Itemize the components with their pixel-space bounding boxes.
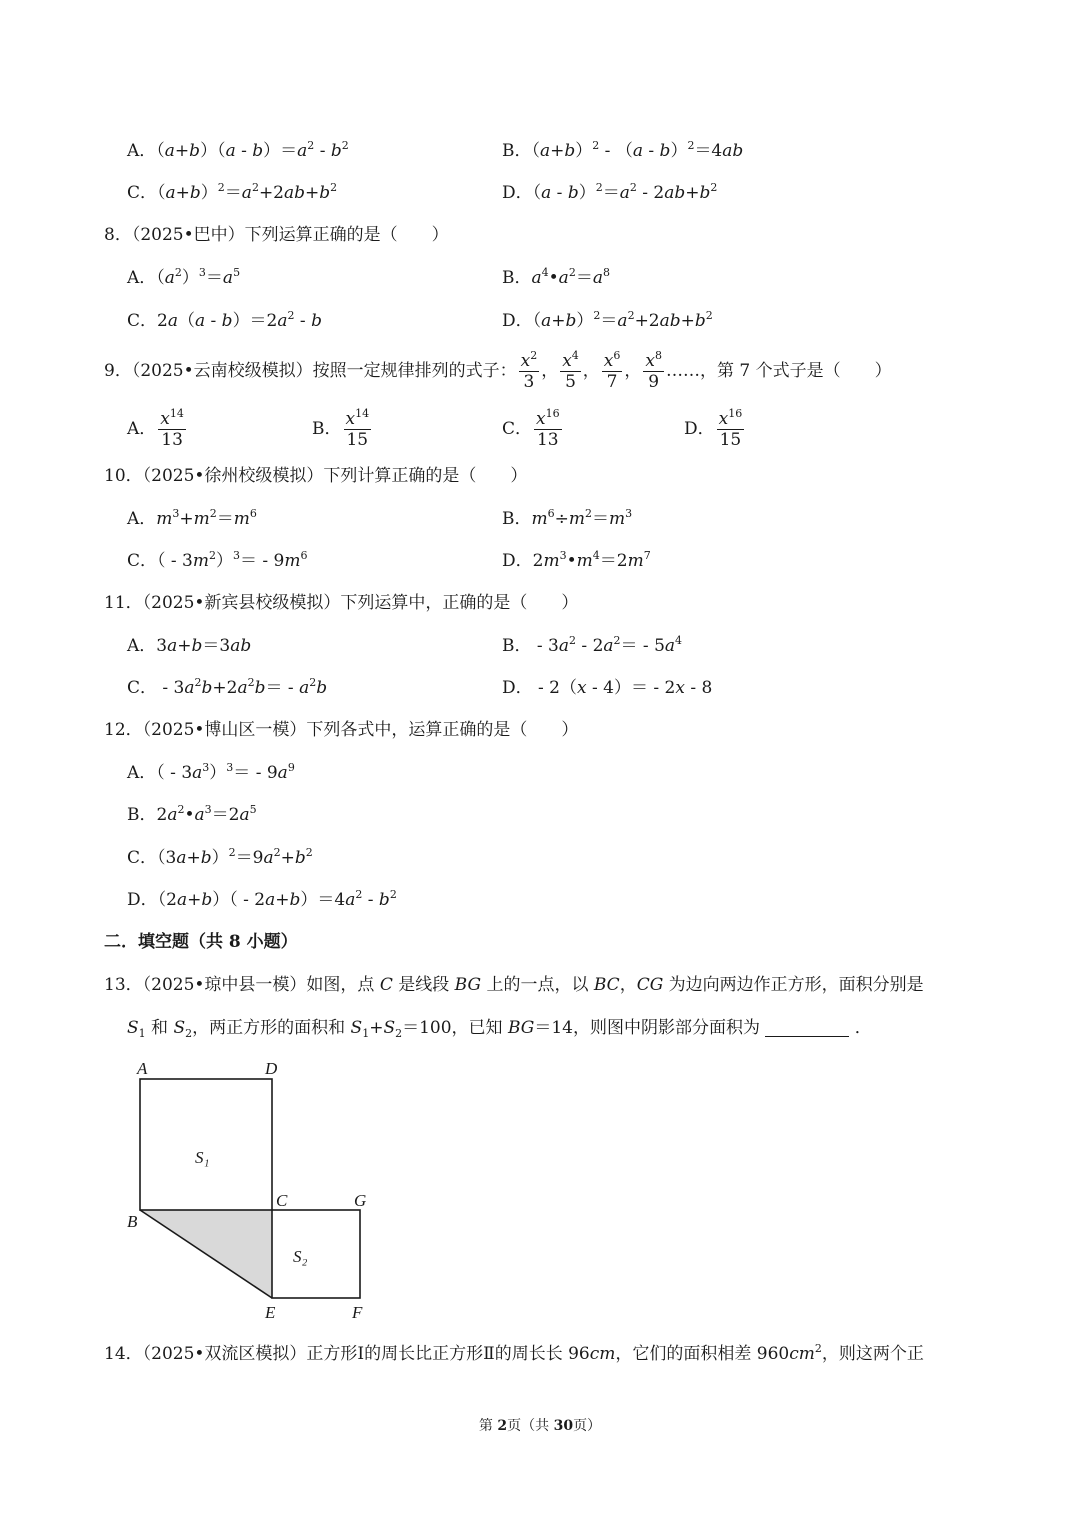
q11-option-a: A．3a+b＝3ab [127,636,252,656]
q9-stem-suffix: ……，第 7 个式子是（ ） [665,361,892,381]
label-a: A [137,1059,148,1078]
q7-option-c: C．$(a+b)^2=a^2+2ab+b^2$ [127,181,338,203]
q9-sequence-term-4: $\frac{x^8}{9}$ [645,349,662,392]
geometry-figure [120,1052,390,1324]
q11-option-d: D． - 2（x - 4）＝ - 2x - 8 [502,678,713,698]
q12-stem: 12．（2025•博山区一模）下列各式中，运算正确的是（ ） [104,720,579,740]
q9-option-d: D． $\frac{x^{16}}{15}$ [684,407,743,450]
q11-option-c: C． - $3a^2b+2a^2b= - a^2b$ [127,676,328,698]
q9-option-a: A． $\frac{x^{14}}{13}$ [127,407,184,450]
q10-option-d: D．$2m^3•m^4=2m^7$ [502,549,651,571]
q8-option-d: D．$(a+b)^2=a^2+2ab+b^2$ [502,309,713,331]
label-b: B [127,1212,138,1231]
q8-stem: 8．（2025•巴中）下列运算正确的是（ ） [104,225,449,245]
q8-option-a: A．$(a^2)^3=a^5$ [127,266,241,288]
q9-stem: 9．（2025•云南校级模拟）按照一定规律排列的式子： $\frac{x^2}{3}$ ， $\frac{x^4}{5}$ ， $\frac{x^6}{7}$ ， $\frac{x^8}{9}$ ……，第 7 个式子是（ ） [104,349,892,392]
q12-option-c: C．$(3a+b)^2=9a^2+b^2$ [127,846,313,868]
q11-option-b: B． - $3a^2 - 2a^2= - 5a^4$ [502,634,683,656]
q7-option-b: B．$(a+b)^2 - (a - b)^2=4ab$ [502,139,744,161]
label-s2: S₂ [293,1247,308,1266]
label-c: C [276,1191,288,1210]
label-s1: S₁ [195,1148,210,1167]
q10-option-a: A．$m^3+m^2=m^6$ [127,507,257,529]
label-e: E [265,1303,276,1322]
label-f: F [352,1303,363,1322]
q9-option-c: C． $\frac{x^{16}}{13}$ [502,407,560,450]
q13-line-1: 13．（2025•琼中县一模）如图，点 C 是线段 BG 上的一点，以 BC，CG 为边向两边作正方形，面积分别是 [104,975,924,995]
label-d: D [265,1059,278,1078]
q12-option-d: D．$(2a+b)( - 2a+b)=4a^2 - b^2$ [127,888,397,910]
page-footer: 第 2页（共 30页） [478,1418,602,1434]
q9-sequence-term-1: $\frac{x^2}{3}$ [520,349,538,392]
q10-option-b: B．$m^6\div m^2=m^3$ [502,507,633,529]
q9-stem-prefix: 9．（2025•云南校级模拟）按照一定规律排列的式子： [104,361,517,381]
label-g: G [354,1191,367,1210]
q13-line-2: $S_1$ 和 $S_2$，两正方形的面积和 $S_1+S_2=100$，已知 BG＝14，则图中阴影部分面积为 ． [127,1018,872,1040]
section-title: 二．填空题（共 8 小题） [104,932,298,952]
q12-option-a: A．（ - $3a^3)^3= - 9a^9$ [127,761,295,783]
q11-stem: 11．（2025•新宾县校级模拟）下列运算中，正确的是（ ） [104,593,579,613]
q7-option-a: A．$(a+b)(a - b)=a^2 - b^2$ [127,139,349,161]
q14-line-1: 14．（2025•双流区模拟）正方形Ⅰ的周长比正方形Ⅱ的周长长 96cm，它们的面积相差 $960cm^2$，则这两个正 [104,1342,924,1364]
q8-option-c: C．$2a(a - b)=2a^2 - b$ [127,309,322,331]
q9-sequence-term-3: $\frac{x^6}{7}$ [603,349,621,392]
q8-option-b: B．$a^4•a^2=a^8$ [502,266,610,288]
q7-option-d: D．$(a - b)^2=a^2 - 2ab+b^2$ [502,181,718,203]
q9-option-b: B． $\frac{x^{14}}{15}$ [312,407,370,450]
q9-sequence-term-2: $\frac{x^4}{5}$ [562,349,579,392]
q10-option-c: C．（ - $3m^2)^3= - 9m^6$ [127,549,308,571]
q12-option-b: B．$2a^2•a^3=2a^5$ [127,803,257,825]
q10-stem: 10．（2025•徐州校级模拟）下列计算正确的是（ ） [104,466,528,486]
answer-blank[interactable] [765,1018,849,1037]
